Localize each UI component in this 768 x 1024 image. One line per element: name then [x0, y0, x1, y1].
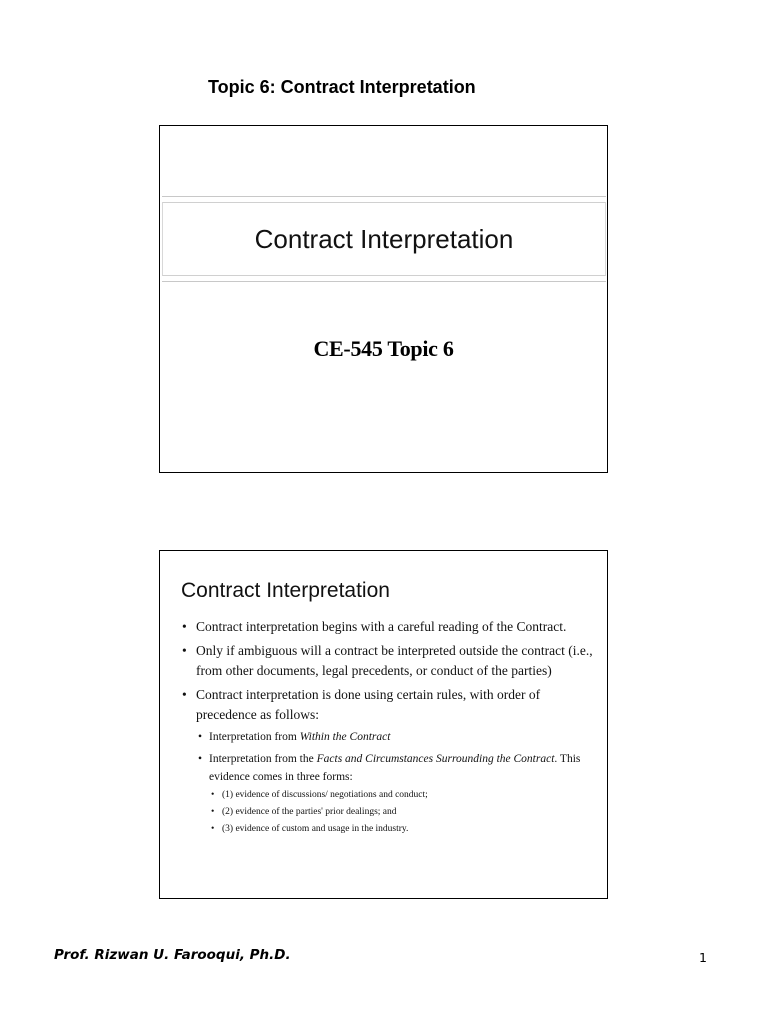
bullet-item	[181, 685, 593, 838]
evidence-forms-list	[209, 787, 593, 838]
page-number: 1	[699, 950, 707, 965]
page-header-title: Topic 6: Contract Interpretation	[208, 77, 476, 97]
sub-bullet-list	[196, 728, 593, 838]
sub-bullet-text: Interpretation from	[209, 731, 300, 743]
sub-bullet-emphasis: Facts and Circumstances Surrounding the Contract	[316, 753, 555, 765]
evidence-form-item: • (2) evidence of the parties' prior dealings; and	[209, 804, 593, 821]
bullet-item-text: Contract interpretation is done using certain rules, with order of precedence as follows:	[196, 687, 541, 722]
evidence-form-item: • (1) evidence of discussions/ negotiations and conduct;	[209, 787, 593, 804]
slide-2	[159, 550, 608, 899]
sub-bullet-item	[196, 750, 593, 838]
bullet-item: • Contract interpretation begins with a careful reading of the Contract.	[181, 617, 593, 637]
sub-bullet-text: . This evidence comes in three forms:	[209, 753, 581, 783]
sub-bullet-emphasis: Within the Contract	[299, 731, 391, 743]
bullet-list	[181, 617, 593, 838]
footer-author: Prof. Rizwan U. Farooqui, Ph.D.	[54, 947, 291, 963]
slide-2-title: Contract Interpretation	[181, 579, 390, 602]
sub-bullet-text: Interpretation from the	[209, 753, 317, 765]
bullet-item: • Only if ambiguous will a contract be interpreted outside the contract (i.e., from other documents, legal precedents, or conduct of the parties)	[181, 641, 593, 681]
slide-1	[159, 125, 608, 473]
slide-2-body	[181, 617, 593, 842]
sub-bullet-item	[196, 728, 593, 746]
slide-1-title-band	[162, 196, 606, 282]
evidence-form-item: • (3) evidence of custom and usage in the industry.	[209, 821, 593, 838]
slide-1-subtitle: CE-545 Topic 6	[313, 336, 454, 361]
slide-1-title: Contract Interpretation	[162, 202, 606, 276]
